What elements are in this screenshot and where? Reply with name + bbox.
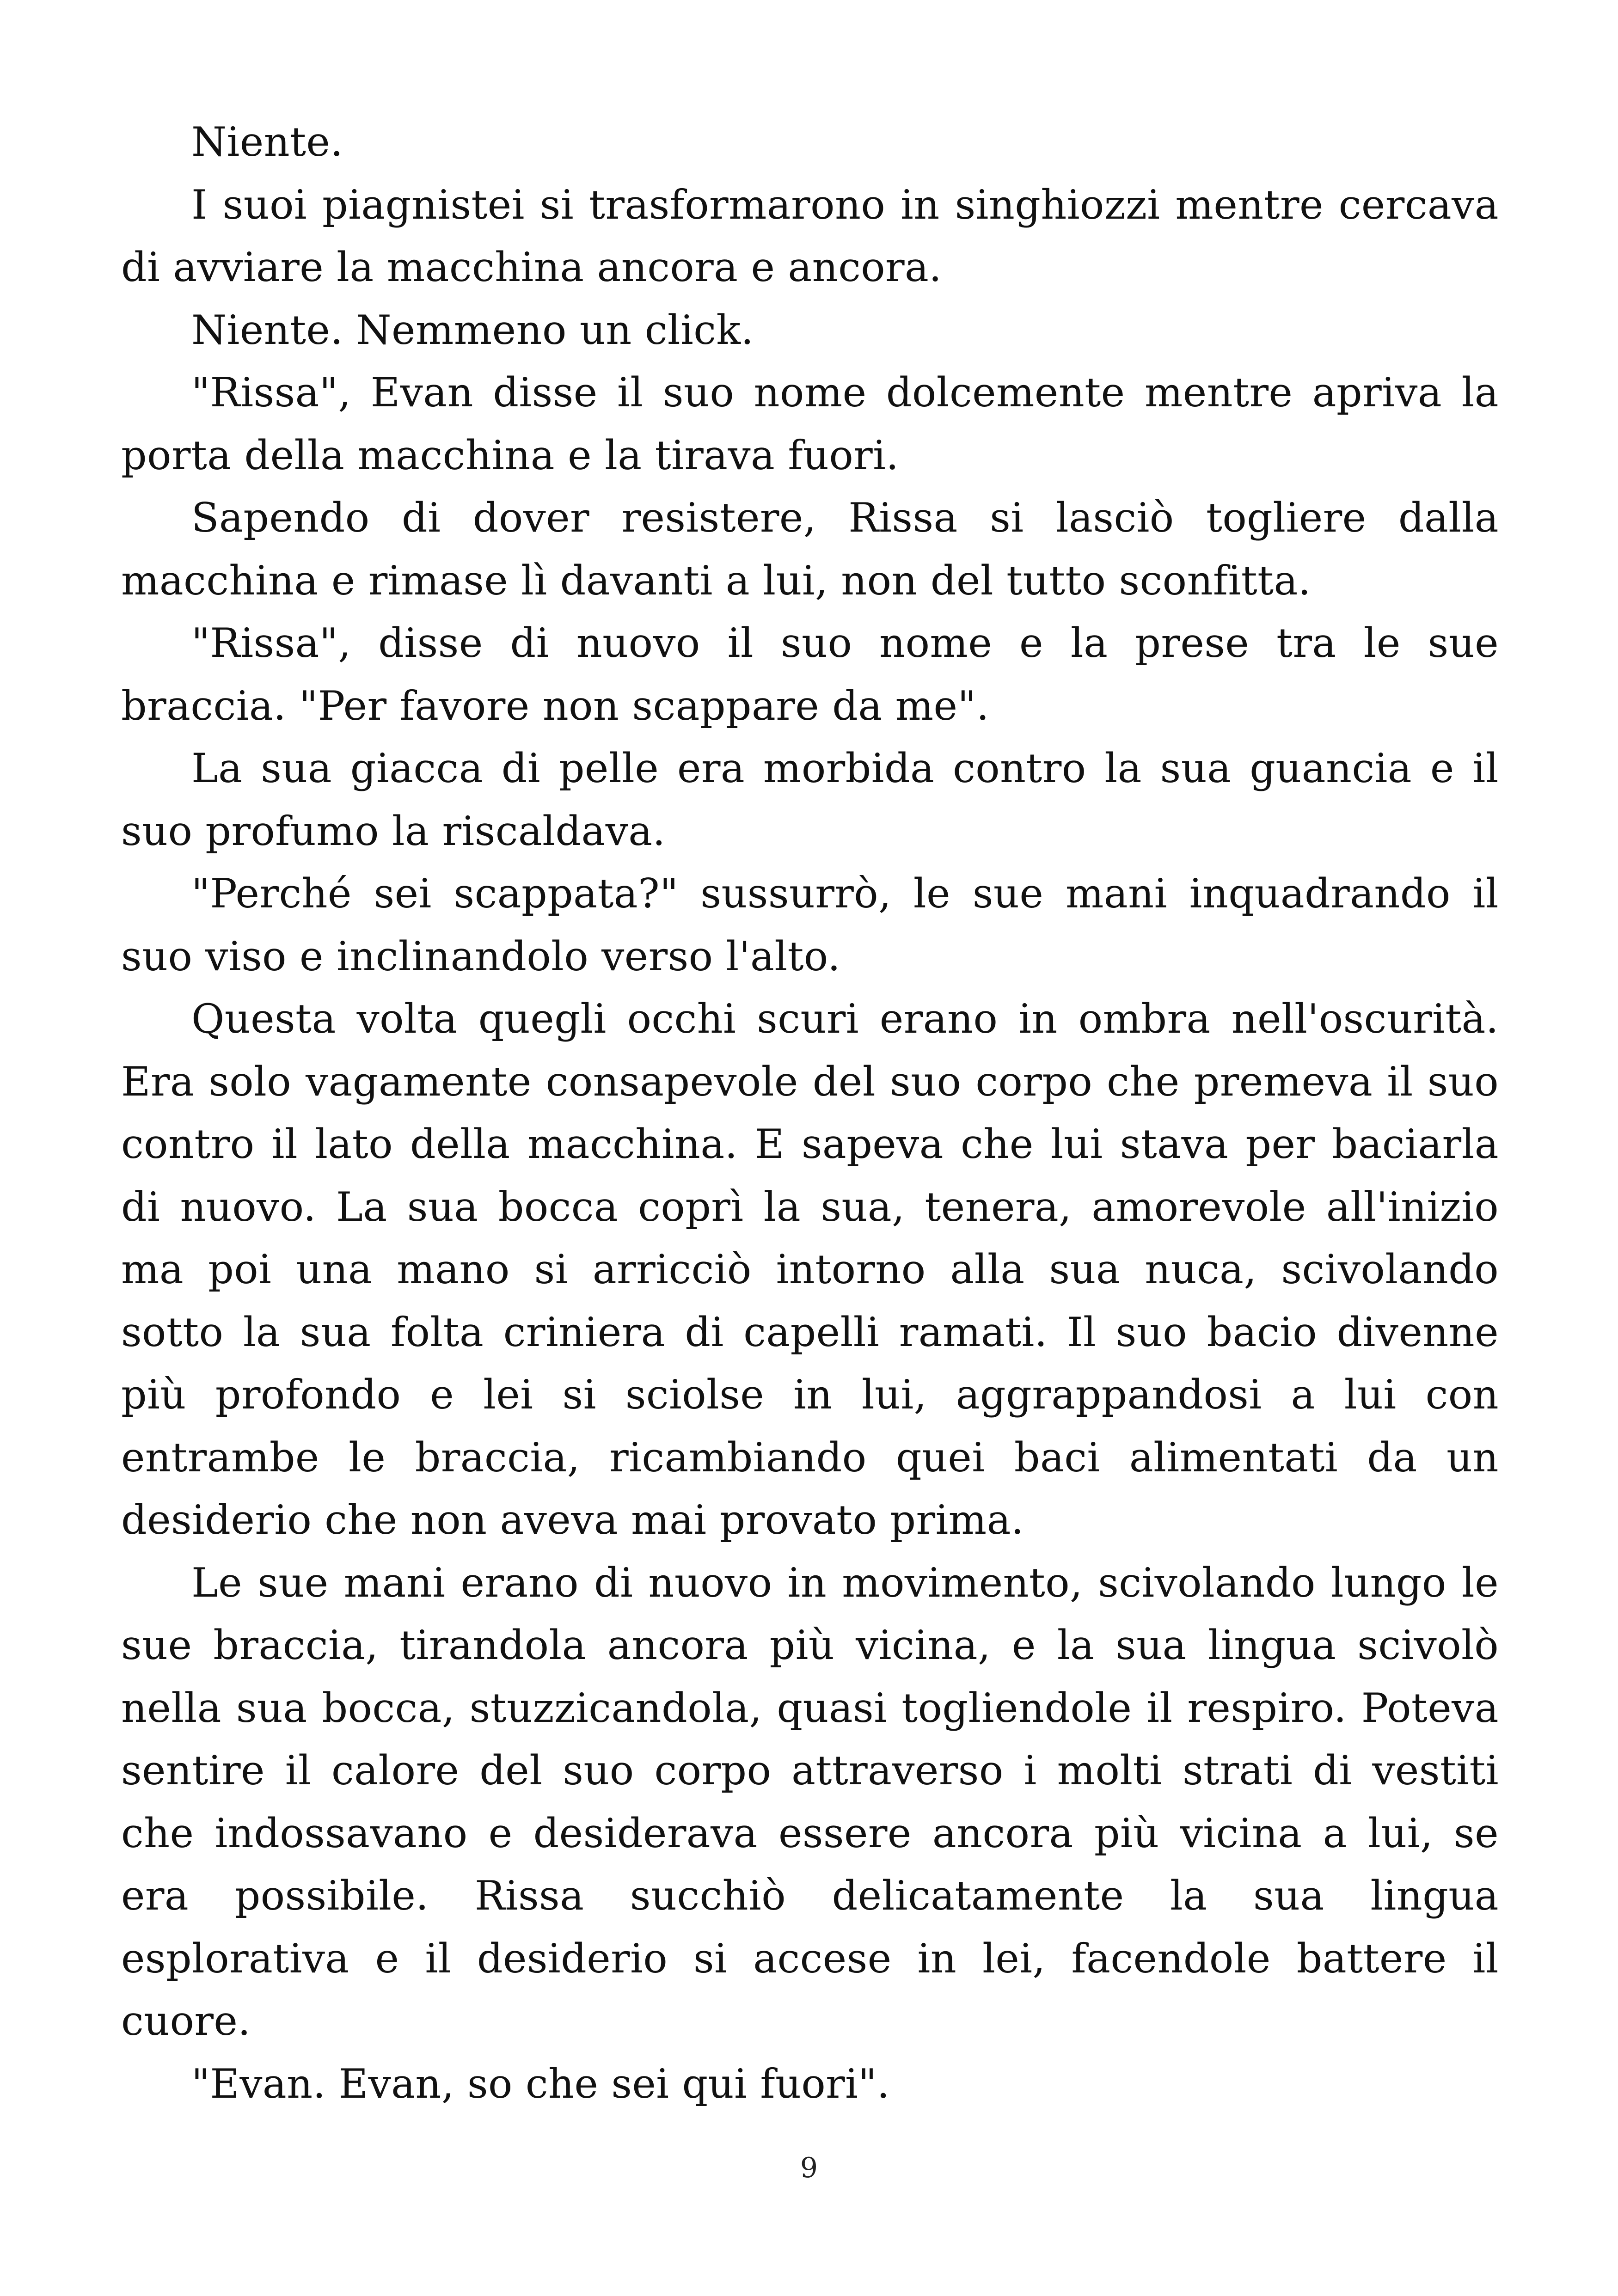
- paragraph: Questa volta quegli occhi scuri erano in ombra nell'oscurità. Era solo vagamente consapevole del suo corpo che premeva il suo contro il lato della macchina. E sapeva che lui stava per baciarla di nuovo. La sua bocca coprì la sua, tenera, amorevole all'inizio ma poi una mano si arricciò intorno alla sua nuca, scivolando sotto la sua folta criniera di capelli ramati. Il suo bacio divenne più profondo e lei si sciolse in lui, aggrappandosi a lui con entrambe le braccia, ricambiando quei baci alimentati da un desiderio che non aveva mai provato prima.: [121, 995, 1499, 1543]
- paragraph: "Perché sei scappata?" sussurrò, le sue mani inquadrando il suo viso e inclinandolo verso l'alto.: [121, 870, 1499, 980]
- body-text: [121, 111, 1499, 2115]
- paragraph: Niente. Nemmeno un click.: [191, 306, 754, 354]
- paragraph: Sapendo di dover resistere, Rissa si lasciò togliere dalla macchina e rimase lì davanti a lui, non del tutto sconfitta.: [121, 494, 1499, 604]
- page-number: 9: [800, 2152, 818, 2184]
- paragraph: Niente.: [191, 118, 343, 165]
- paragraph: "Rissa", disse di nuovo il suo nome e la prese tra le sue braccia. "Per favore non scappare da me".: [121, 619, 1499, 729]
- paragraph: "Rissa", Evan disse il suo nome dolcemente mentre apriva la porta della macchina e la tirava fuori.: [121, 369, 1499, 479]
- paragraph: I suoi piagnistei si trasformarono in singhiozzi mentre cercava di avviare la macchina ancora e ancora.: [121, 181, 1499, 291]
- paragraph: Le sue mani erano di nuovo in movimento, scivolando lungo le sue braccia, tirandola ancora più vicina, e la sua lingua scivolò nella sua bocca, stuzzicandola, quasi togliendole il respiro. Poteva sentire il calore del suo corpo attraverso i molti strati di vestiti che indossavano e desiderava essere ancora più vicina a lui, se era possibile. Rissa succhiò delicatamente la sua lingua esplorativa e il desiderio si accese in lei, facendole battere il cuore.: [121, 1559, 1499, 2045]
- paragraph: "Evan. Evan, so che sei qui fuori".: [191, 2060, 890, 2107]
- paragraph: La sua giacca di pelle era morbida contro la sua guancia e il suo profumo la riscaldava.: [121, 745, 1499, 855]
